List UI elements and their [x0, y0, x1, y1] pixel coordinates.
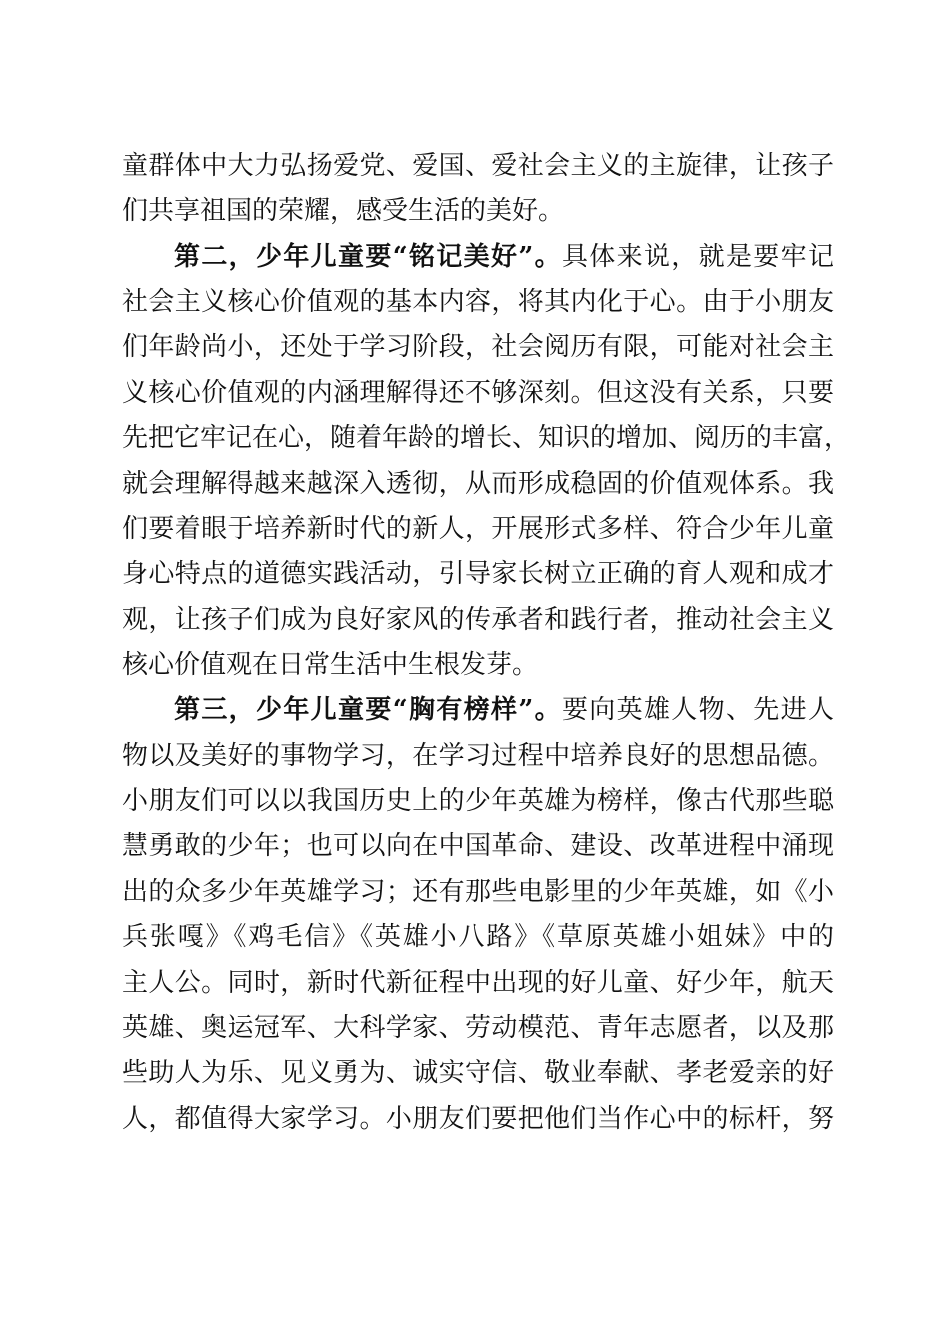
text-line: 人，都值得大家学习。小朋友们要把他们当作心中的标杆，努: [122, 1104, 834, 1134]
text-line: 义核心价值观的内涵理解得还不够深刻。但这没有关系，只要: [122, 378, 834, 408]
paragraph-lead-heading: 第三，少年儿童要“胸有榜样”。: [174, 695, 562, 725]
text-line: 些助人为乐、见义勇为、诚实守信、敬业奉献、孝老爱亲的好: [122, 1058, 834, 1088]
text-line: 们年龄尚小，还处于学习阶段，社会阅历有限，可能对社会主: [122, 332, 834, 362]
paragraph-lead-text: 要向英雄人物、先进人: [561, 695, 834, 725]
text-line: 物以及美好的事物学习，在学习过程中培养良好的思想品德。: [122, 741, 834, 771]
text-line: 观，让孩子们成为良好家风的传承者和践行者，推动社会主义: [122, 605, 834, 635]
text-line: 出的众多少年英雄学习；还有那些电影里的少年英雄，如《小: [122, 877, 834, 907]
text-line: 们要着眼于培养新时代的新人，开展形式多样、符合少年儿童: [122, 514, 834, 544]
text-line: 先把它牢记在心，随着年龄的增长、知识的增加、阅历的丰富，: [122, 423, 851, 453]
text-line: 核心价值观在日常生活中生根发芽。: [122, 650, 539, 680]
text-line: 们共享祖国的荣耀，感受生活的美好。: [122, 196, 565, 226]
text-line: 英雄、奥运冠军、大科学家、劳动模范、青年志愿者，以及那: [122, 1013, 834, 1043]
text-line: 就会理解得越来越深入透彻，从而形成稳固的价值观体系。我: [122, 469, 834, 499]
text-line: 童群体中大力弘扬爱党、爱国、爱社会主义的主旋律，让孩子: [122, 151, 834, 181]
text-line: 小朋友们可以以我国历史上的少年英雄为榜样，像古代那些聪: [122, 786, 834, 816]
text-line: 社会主义核心价值观的基本内容，将其内化于心。由于小朋友: [122, 287, 834, 317]
paragraph-lead-heading: 第二，少年儿童要“铭记美好”。: [174, 242, 562, 272]
text-line: 慧勇敢的少年；也可以向在中国革命、建设、改革进程中涌现: [122, 831, 834, 861]
paragraph-first-line: [174, 690, 834, 730]
text-line: 主人公。同时，新时代新征程中出现的好儿童、好少年，航天: [122, 968, 834, 998]
text-line: 兵张嘎》《鸡毛信》《英雄小八路》《草原英雄小姐妹》中的: [122, 922, 834, 952]
paragraph-first-line: [174, 237, 834, 277]
text-line: 身心特点的道德实践活动，引导家长树立正确的育人观和成才: [122, 559, 834, 589]
paragraph-lead-text: 具体来说，就是要牢记: [561, 242, 834, 272]
